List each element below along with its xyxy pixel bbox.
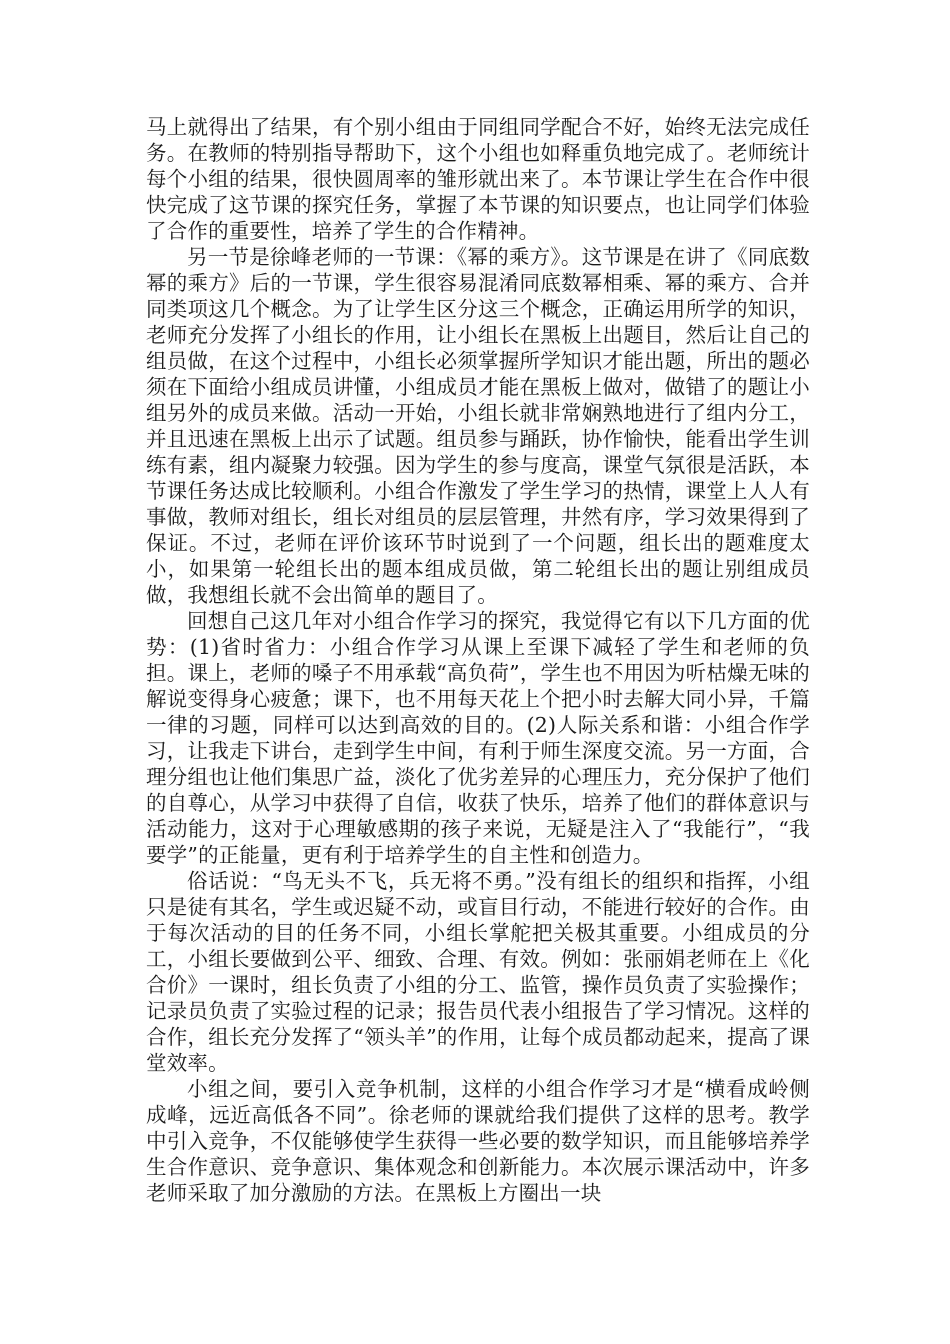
paragraph-4: 俗话说：“鸟无头不飞，兵无将不勇。”没有组长的组织和指挥，小组只是徒有其名，学生或迟疑不动，或盲目行动，不能进行较好的合作。由于每次活动的目的任务不同，小组长掌舵把关极其重要。小组成员的分工，小组长要做到公平、细致、合理、有效。例如：张丽娟老师在上《化合价》一课时，组长负责了小组的分工、监管，操作员负责了实验操作；记录员负责了实验过程的记录；报告员代表小组报告了学习情况。这样的合作，组长充分发挥了“领头羊”的作用，让每个成员都动起来，提高了课堂效率。 [146,869,810,1075]
body-text [146,114,810,1206]
paragraph-5: 小组之间，要引入竞争机制，这样的小组合作学习才是“横看成岭侧成峰，远近高低各不同”。徐老师的课就给我们提供了这样的思考。教学中引入竞争，不仅能够使学生获得一些必要的数学知识，而且能够培养学生合作意识、竞争意识、集体观念和创新能力。本次展示课活动中，许多老师采取了加分激励的方法。在黑板上方圈出一块 [146,1077,810,1205]
paragraph-2: 另一节是徐峰老师的一节课：《幂的乘方》。这节课是在讲了《同底数幂的乘方》后的一节课，学生很容易混淆同底数幂相乘、幂的乘方、合并同类项这几个概念。为了让学生区分这三个概念，正确运用所学的知识，老师充分发挥了小组长的作用，让小组长在黑板上出题目，然后让自己的组员做，在这个过程中，小组长必须掌握所学知识才能出题，所出的题必须在下面给小组成员讲懂，小组成员才能在黑板上做对，做错了的题让小组另外的成员来做。活动一开始，小组长就非常娴熟地进行了组内分工，并且迅速在黑板上出示了试题。组员参与踊跃，协作愉快，能看出学生训练有素，组内凝聚力较强。因为学生的参与度高，课堂气氛很是活跃，本节课任务达成比较顺利。小组合作激发了学生学习的热情，课堂上人人有事做，教师对组长，组长对组员的层层管理，井然有序，学习效果得到了保证。不过，老师在评价该环节时说到了一个问题，组长出的题难度太小，如果第一轮组长出的题本组成员做，第二轮组长出的题让别组成员做，我想组长就不会出简单的题目了。 [146,245,810,607]
paragraph-3: 回想自己这几年对小组合作学习的探究，我觉得它有以下几方面的优势：(1)省时省力：小组合作学习从课上至课下减轻了学生和老师的负担。课上，老师的嗓子不用承载“高负荷”，学生也不用因为听枯燥无味的解说变得身心疲惫；课下，也不用每天花上个把小时去解大同小异，千篇一律的习题，同样可以达到高效的目的。(2)人际关系和谐：小组合作学习，让我走下讲台，走到学生中间，有利于师生深度交流。另一方面，合理分组也让他们集思广益，淡化了优劣差异的心理压力，充分保护了他们的自尊心，从学习中获得了自信，收获了快乐，培养了他们的群体意识与活动能力，这对于心理敏感期的孩子来说，无疑是注入了“我能行”，“我要学”的正能量，更有利于培养学生的自主性和创造力。 [146,609,810,867]
paragraph-1: 马上就得出了结果，有个别小组由于同组同学配合不好，始终无法完成任务。在教师的特别指导帮助下，这个小组也如释重负地完成了。老师统计每个小组的结果，很快圆周率的雏形就出来了。本节课让学生在合作中很快完成了这节课的探究任务，掌握了本节课的知识要点，也让同学们体验了合作的重要性，培养了学生的合作精神。 [146,115,810,243]
